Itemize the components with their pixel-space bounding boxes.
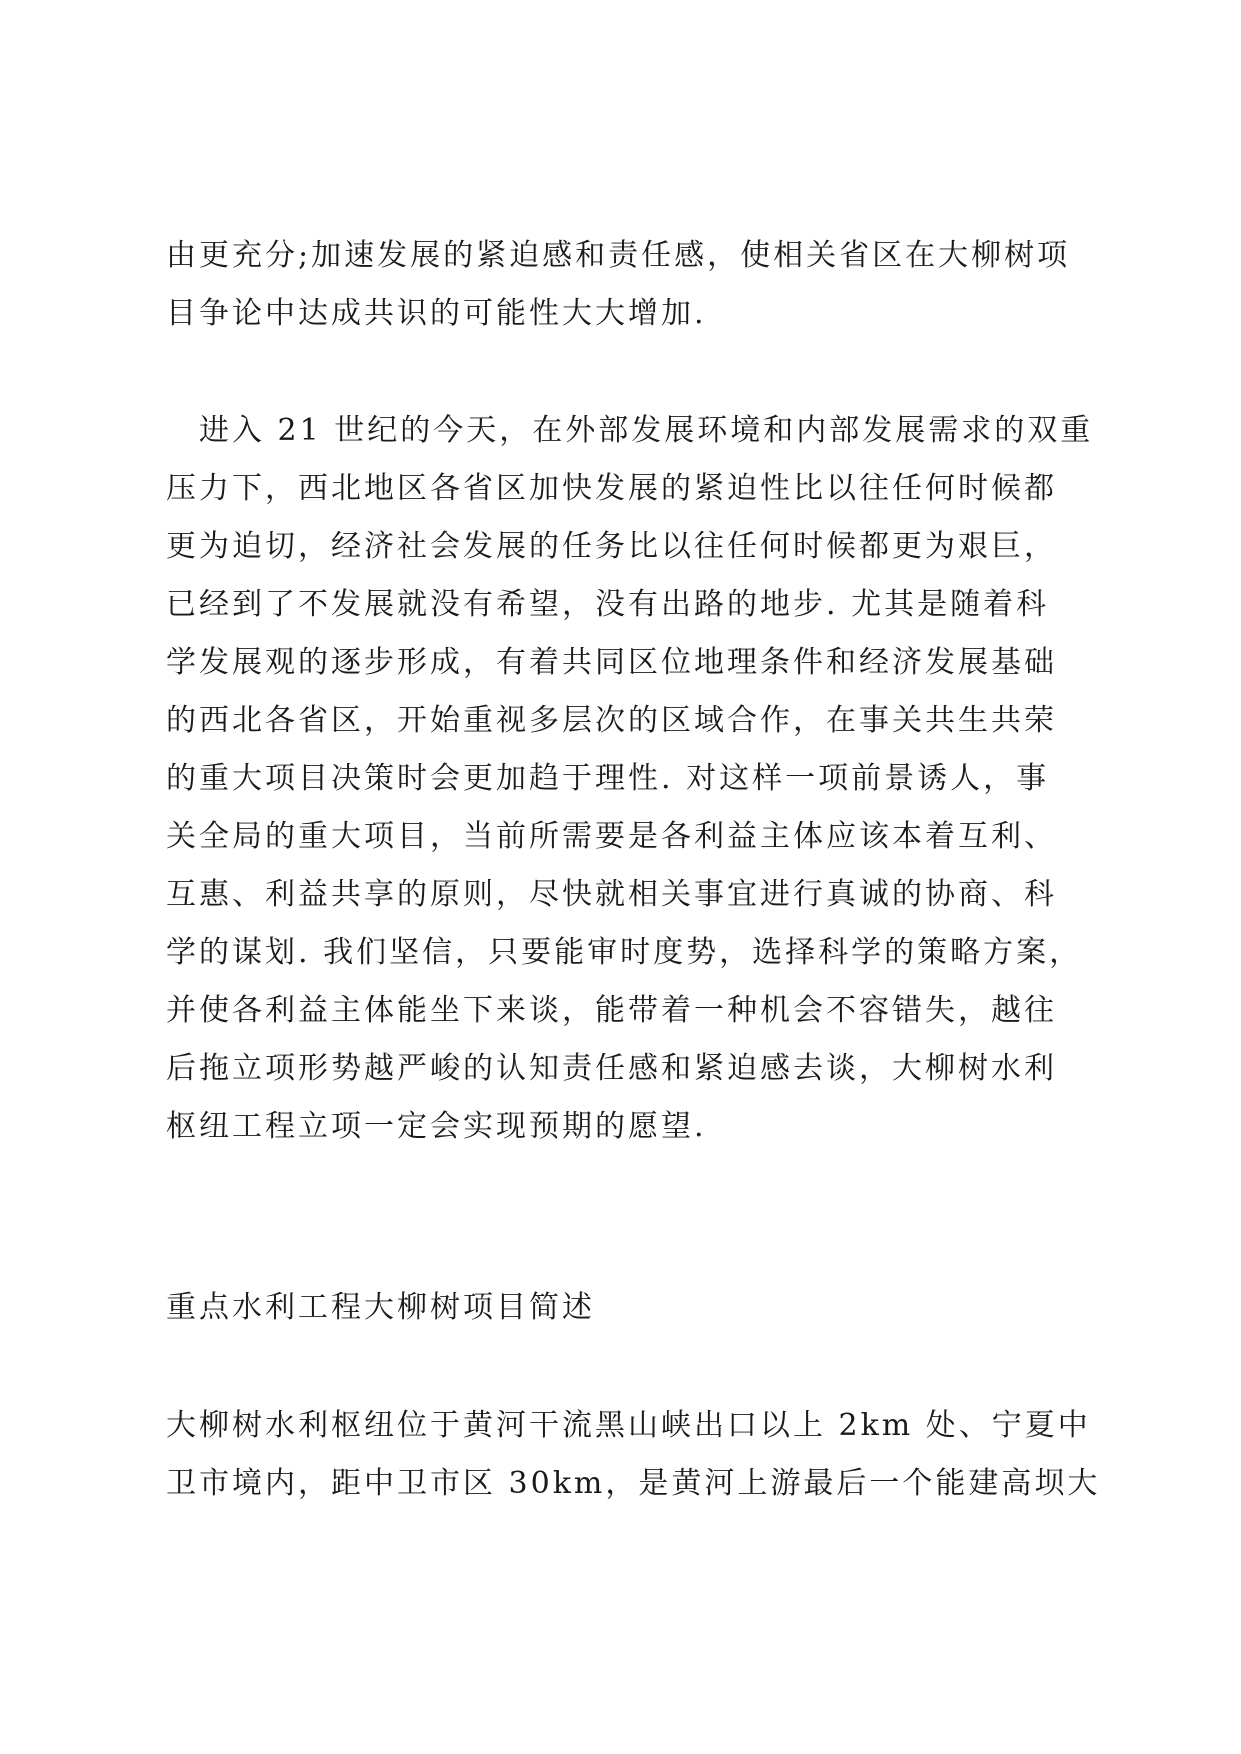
text-line: 学的谋划. 我们坚信，只要能审时度势，选择科学的策略方案， [166, 935, 1083, 970]
paragraph-2 [166, 402, 1094, 1156]
heading-text: 重点水利工程大柳树项目简述 [166, 1290, 595, 1325]
paragraph-1 [166, 227, 1080, 343]
text-line: 互惠、利益共享的原则，尽快就相关事宜进行真诚的协商、科 [166, 877, 1057, 912]
text-line: 并使各利益主体能坐下来谈，能带着一种机会不容错失，越往 [166, 993, 1057, 1028]
section-heading [166, 1279, 1080, 1337]
text-line: 卫市境内，距中卫市区 30km，是黄河上游最后一个能建高坝大 [166, 1466, 1101, 1501]
text-line: 由更充分;加速发展的紧迫感和责任感，使相关省区在大柳树项 [166, 238, 1071, 273]
text-line: 的西北各省区，开始重视多层次的区域合作，在事关共生共荣 [166, 703, 1057, 738]
text-line: 学发展观的逐步形成，有着共同区位地理条件和经济发展基础 [166, 645, 1057, 680]
text-line: 枢纽工程立项一定会实现预期的愿望. [166, 1109, 707, 1144]
text-line: 关全局的重大项目，当前所需要是各利益主体应该本着互利、 [166, 819, 1057, 854]
text-line: 更为迫切，经济社会发展的任务比以往任何时候都更为艰巨， [166, 529, 1057, 564]
paragraph-3 [166, 1397, 1101, 1513]
text-line: 已经到了不发展就没有希望，没有出路的地步. 尤其是随着科 [166, 587, 1050, 622]
text-line: 的重大项目决策时会更加趋于理性. 对这样一项前景诱人，事 [166, 761, 1050, 796]
text-line: 目争论中达成共识的可能性大大增加. [166, 296, 707, 331]
text-line: 大柳树水利枢纽位于黄河干流黑山峡出口以上 2km 处、宁夏中 [166, 1408, 1091, 1443]
text-line: 压力下，西北地区各省区加快发展的紧迫性比以往任何时候都 [166, 471, 1057, 506]
text-line: 后拖立项形势越严峻的认知责任感和紧迫感去谈，大柳树水利 [166, 1051, 1057, 1086]
text-line: 进入 21 世纪的今天，在外部发展环境和内部发展需求的双重 [166, 413, 1094, 448]
